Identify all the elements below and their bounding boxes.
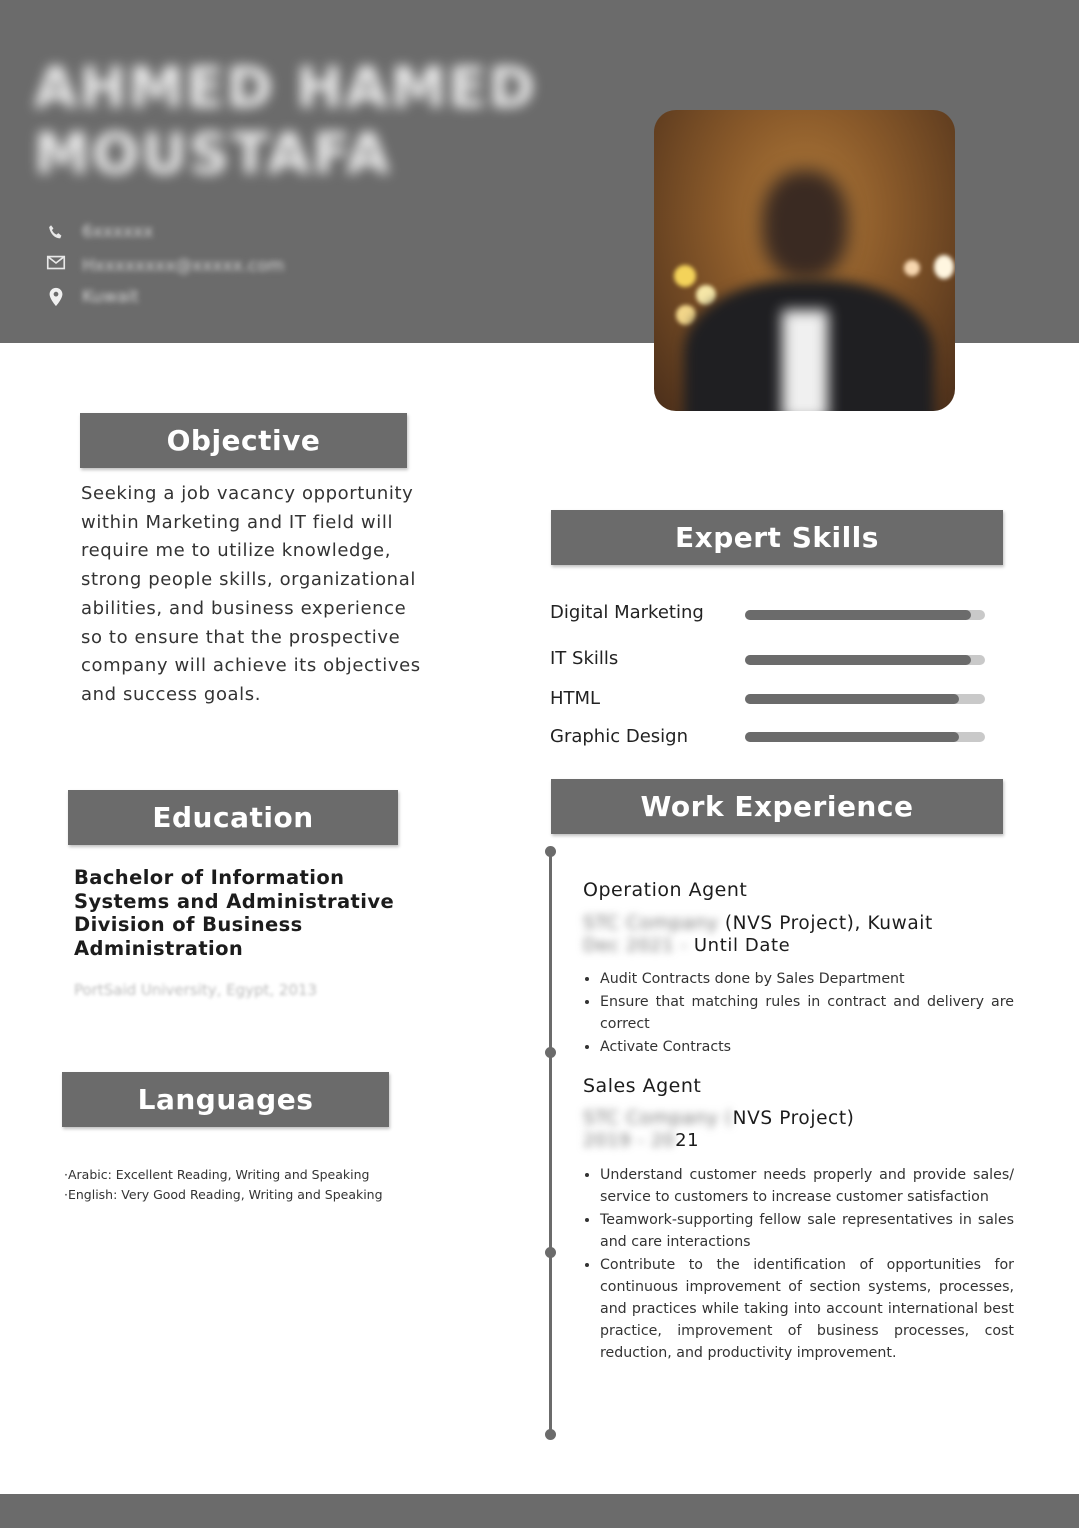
skill-bar-graphic-design [745, 732, 985, 742]
job-bullets [583, 968, 1014, 1059]
profile-photo [654, 110, 955, 411]
timeline-dot [545, 846, 556, 857]
footer-band [0, 1494, 1079, 1528]
list-item: • Teamwork-supporting fellow sale representatives in sales and care interactions [600, 1209, 1014, 1253]
phone-text: 6xxxxxx [82, 222, 154, 242]
skills-heading: Expert Skills [551, 510, 1003, 565]
skill-fill-it-skills [745, 655, 971, 665]
skill-bar-digital-marketing [745, 610, 985, 620]
list-item: • Contribute to the identification of opportunities for continuous improvement of section systems, processes, and practices while taking into account international best practice, improvement of business processes, cost reduction, and productivity improvement. [600, 1254, 1014, 1364]
job-bullets [583, 1164, 1014, 1365]
job-title: Operation Agent [583, 879, 748, 901]
language-item-english: ·English: Very Good Reading, Writing and Speaking [64, 1187, 383, 1202]
timeline-dot [545, 1247, 556, 1258]
job-dates: Dec 2021 - Until Date [583, 935, 791, 956]
job-company: STC Company (NVS Project), Kuwait [583, 913, 933, 934]
objective-heading: Objective [80, 413, 407, 468]
skill-label-it-skills: IT Skills [550, 648, 619, 669]
work-heading: Work Experience [551, 779, 1003, 834]
objective-text: Seeking a job vacancy opportunity within Marketing and IT field will require me to utilize knowledge, strong people skills, organizational abilities, and business experience so to ensure that the prospective company will achieve its objectives and success goals. [81, 483, 421, 705]
skill-fill-graphic-design [745, 732, 959, 742]
list-item: • Audit Contracts done by Sales Department [600, 968, 1014, 990]
timeline-line [549, 852, 552, 1435]
location-pin-icon [45, 286, 67, 308]
language-item-arabic: ·Arabic: Excellent Reading, Writing and Speaking [64, 1167, 370, 1182]
candidate-name-line2: MOUSTAFA [34, 122, 392, 187]
job-dates: 2019 - 2021 [583, 1130, 700, 1151]
skill-label-graphic-design: Graphic Design [550, 726, 688, 747]
education-heading: Education [68, 790, 398, 845]
email-icon [45, 252, 67, 274]
skill-label-html: HTML [550, 688, 601, 709]
timeline-dot [545, 1429, 556, 1440]
email-text: Hxxxxxxxx@xxxxx.com [82, 256, 285, 276]
list-item: • Ensure that matching rules in contract and delivery are correct [600, 991, 1014, 1035]
skill-bar-html [745, 694, 985, 704]
skill-bar-it-skills [745, 655, 985, 665]
skill-fill-digital-marketing [745, 610, 971, 620]
list-item: • Activate Contracts [600, 1036, 1014, 1058]
skill-label-digital-marketing: Digital Marketing [550, 602, 704, 623]
education-degree: Bachelor of Information Systems and Administrative Division of Business Administration [74, 866, 395, 960]
job-title: Sales Agent [583, 1075, 702, 1097]
list-item: • Understand customer needs properly and provide sales/ service to customers to increase customer satisfaction [600, 1164, 1014, 1208]
education-school: PortSaid University, Egypt, 2013 [74, 981, 318, 999]
job-company: STC Company (NVS Project) [583, 1108, 855, 1129]
skill-fill-html [745, 694, 959, 704]
languages-heading: Languages [62, 1072, 389, 1127]
timeline-dot [545, 1047, 556, 1058]
candidate-name-line1: AHMED HAMED [34, 56, 537, 121]
phone-icon [45, 222, 67, 244]
location-text: Kuwait [82, 287, 139, 307]
